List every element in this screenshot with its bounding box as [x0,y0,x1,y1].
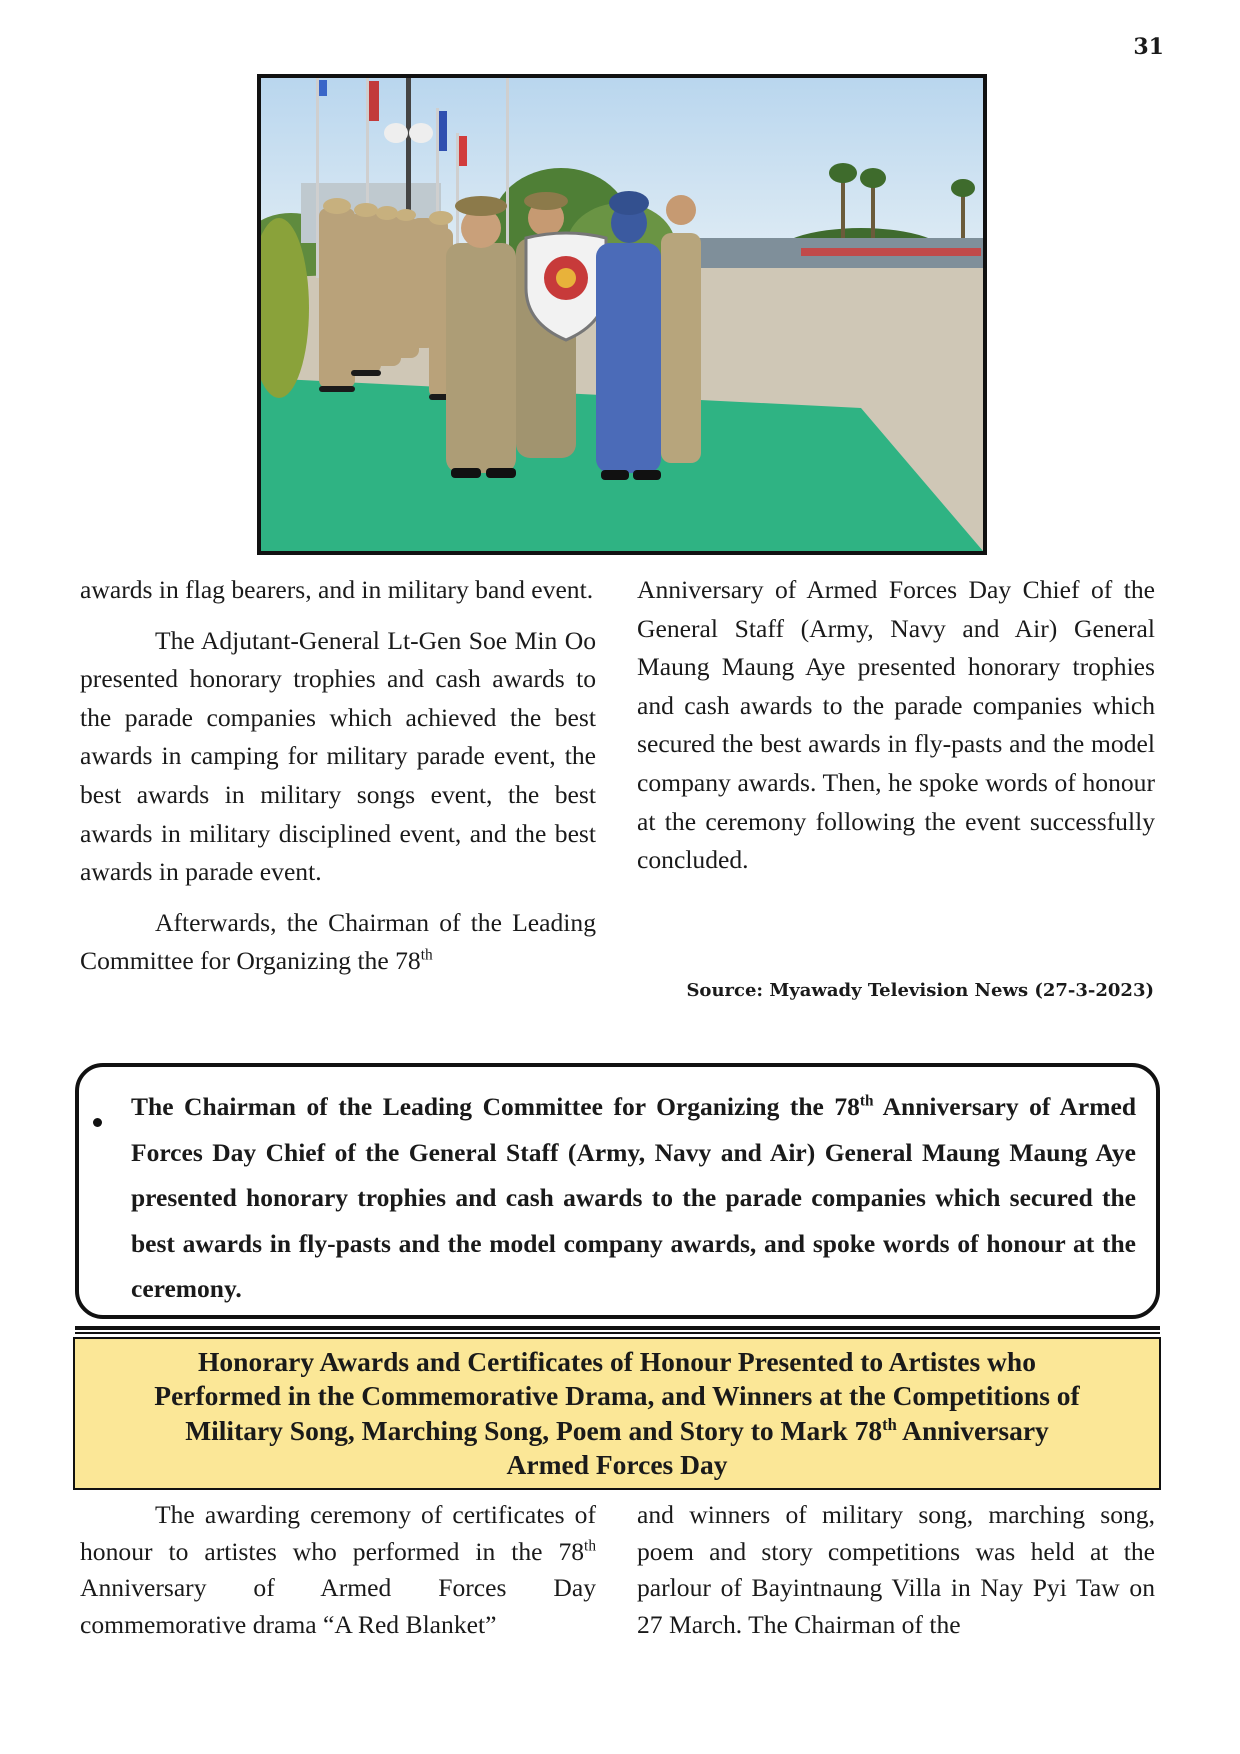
left-paragraph-2: The Adjutant-General Lt-Gen Soe Min Oo presented honorary trophies and cash awards to the parade companies which achieved the best awards in camping for military parade event, the best awards in military songs event, the best awards in military disciplined event, and the best awards in parade event. [80,625,596,887]
right-column [637,571,1155,880]
source-credit: Source: Myawady Television News (27-3-2023) [686,980,1154,1001]
page-number: 31 [1133,34,1164,60]
headline-line-1: Honorary Awards and Certificates of Honour Presented to Artistes who [198,1345,1036,1377]
ceremony-photo [257,74,987,555]
left-paragraph-3 [80,904,596,981]
headline-line-3b: Anniversary [896,1414,1049,1446]
ordinal-suffix: th [420,946,433,964]
section-divider-thin [75,1332,1160,1334]
summary-callout-box [75,1063,1160,1319]
left-paragraph-1: awards in flag bearers, and in military band event. [80,575,594,604]
bottom-left-text-b: Anniversary of Armed Forces Day commemorative drama “A Red Blanket” [80,1573,596,1639]
bottom-ordinal-suffix: th [584,1537,596,1555]
article-headline [87,1345,1147,1483]
right-paragraph-1: Anniversary of Armed Forces Day Chief of the General Staff (Army, Navy and Air) General Maung Maung Aye presented honorary trophies and cash awards to the parade companies which secured the best awards in fly-pasts and the model company awards. Then, he spoke words of honour at the ceremony following the event successfully concluded. [637,575,1155,875]
article-headline-box [73,1337,1161,1490]
headline-line-3a: Military Song, Marching Song, Poem and Story to Mark 78 [185,1414,883,1446]
headline-line-4: Armed Forces Day [506,1449,728,1480]
bottom-left-text-a: The awarding ceremony of certificates of honour to artistes who performed in the 78 [80,1500,596,1566]
callout-text-part1: The Chairman of the Leading Committee for Organizing the 78 [131,1092,860,1121]
headline-ordinal-suffix: th [882,1414,897,1434]
bottom-right-paragraph: and winners of military song, marching song, poem and story competitions was held at the parlour of Bayintnaung Villa in Nay Pyi Taw on 27 March. The Chairman of the [637,1500,1155,1639]
award-ceremony-photo-illustration [261,78,983,551]
bottom-left-column [80,1497,596,1643]
callout-bullet-item [131,1084,1136,1312]
headline-line-2: Performed in the Commemorative Drama, and Winners at the Competitions of [154,1380,1080,1411]
bottom-left-paragraph [80,1497,596,1643]
left-column [80,571,596,981]
callout-ordinal-suffix: th [859,1092,874,1110]
callout-text-part2: Anniversary of Armed Forces Day Chief of the General Staff (Army, Navy and Air) General Maung Maung Aye presented honorary trophies and cash awards to the parade companies which secured the best awards in fly-pasts and the model company awards, and spoke words of honour at the ceremony. [131,1092,1136,1303]
bottom-right-column [637,1497,1155,1643]
section-divider-thick [75,1326,1160,1330]
bullet-dot-icon [93,1118,102,1127]
left-paragraph-3-text: Afterwards, the Chairman of the Leading Committee for Organizing the 78 [80,907,596,976]
